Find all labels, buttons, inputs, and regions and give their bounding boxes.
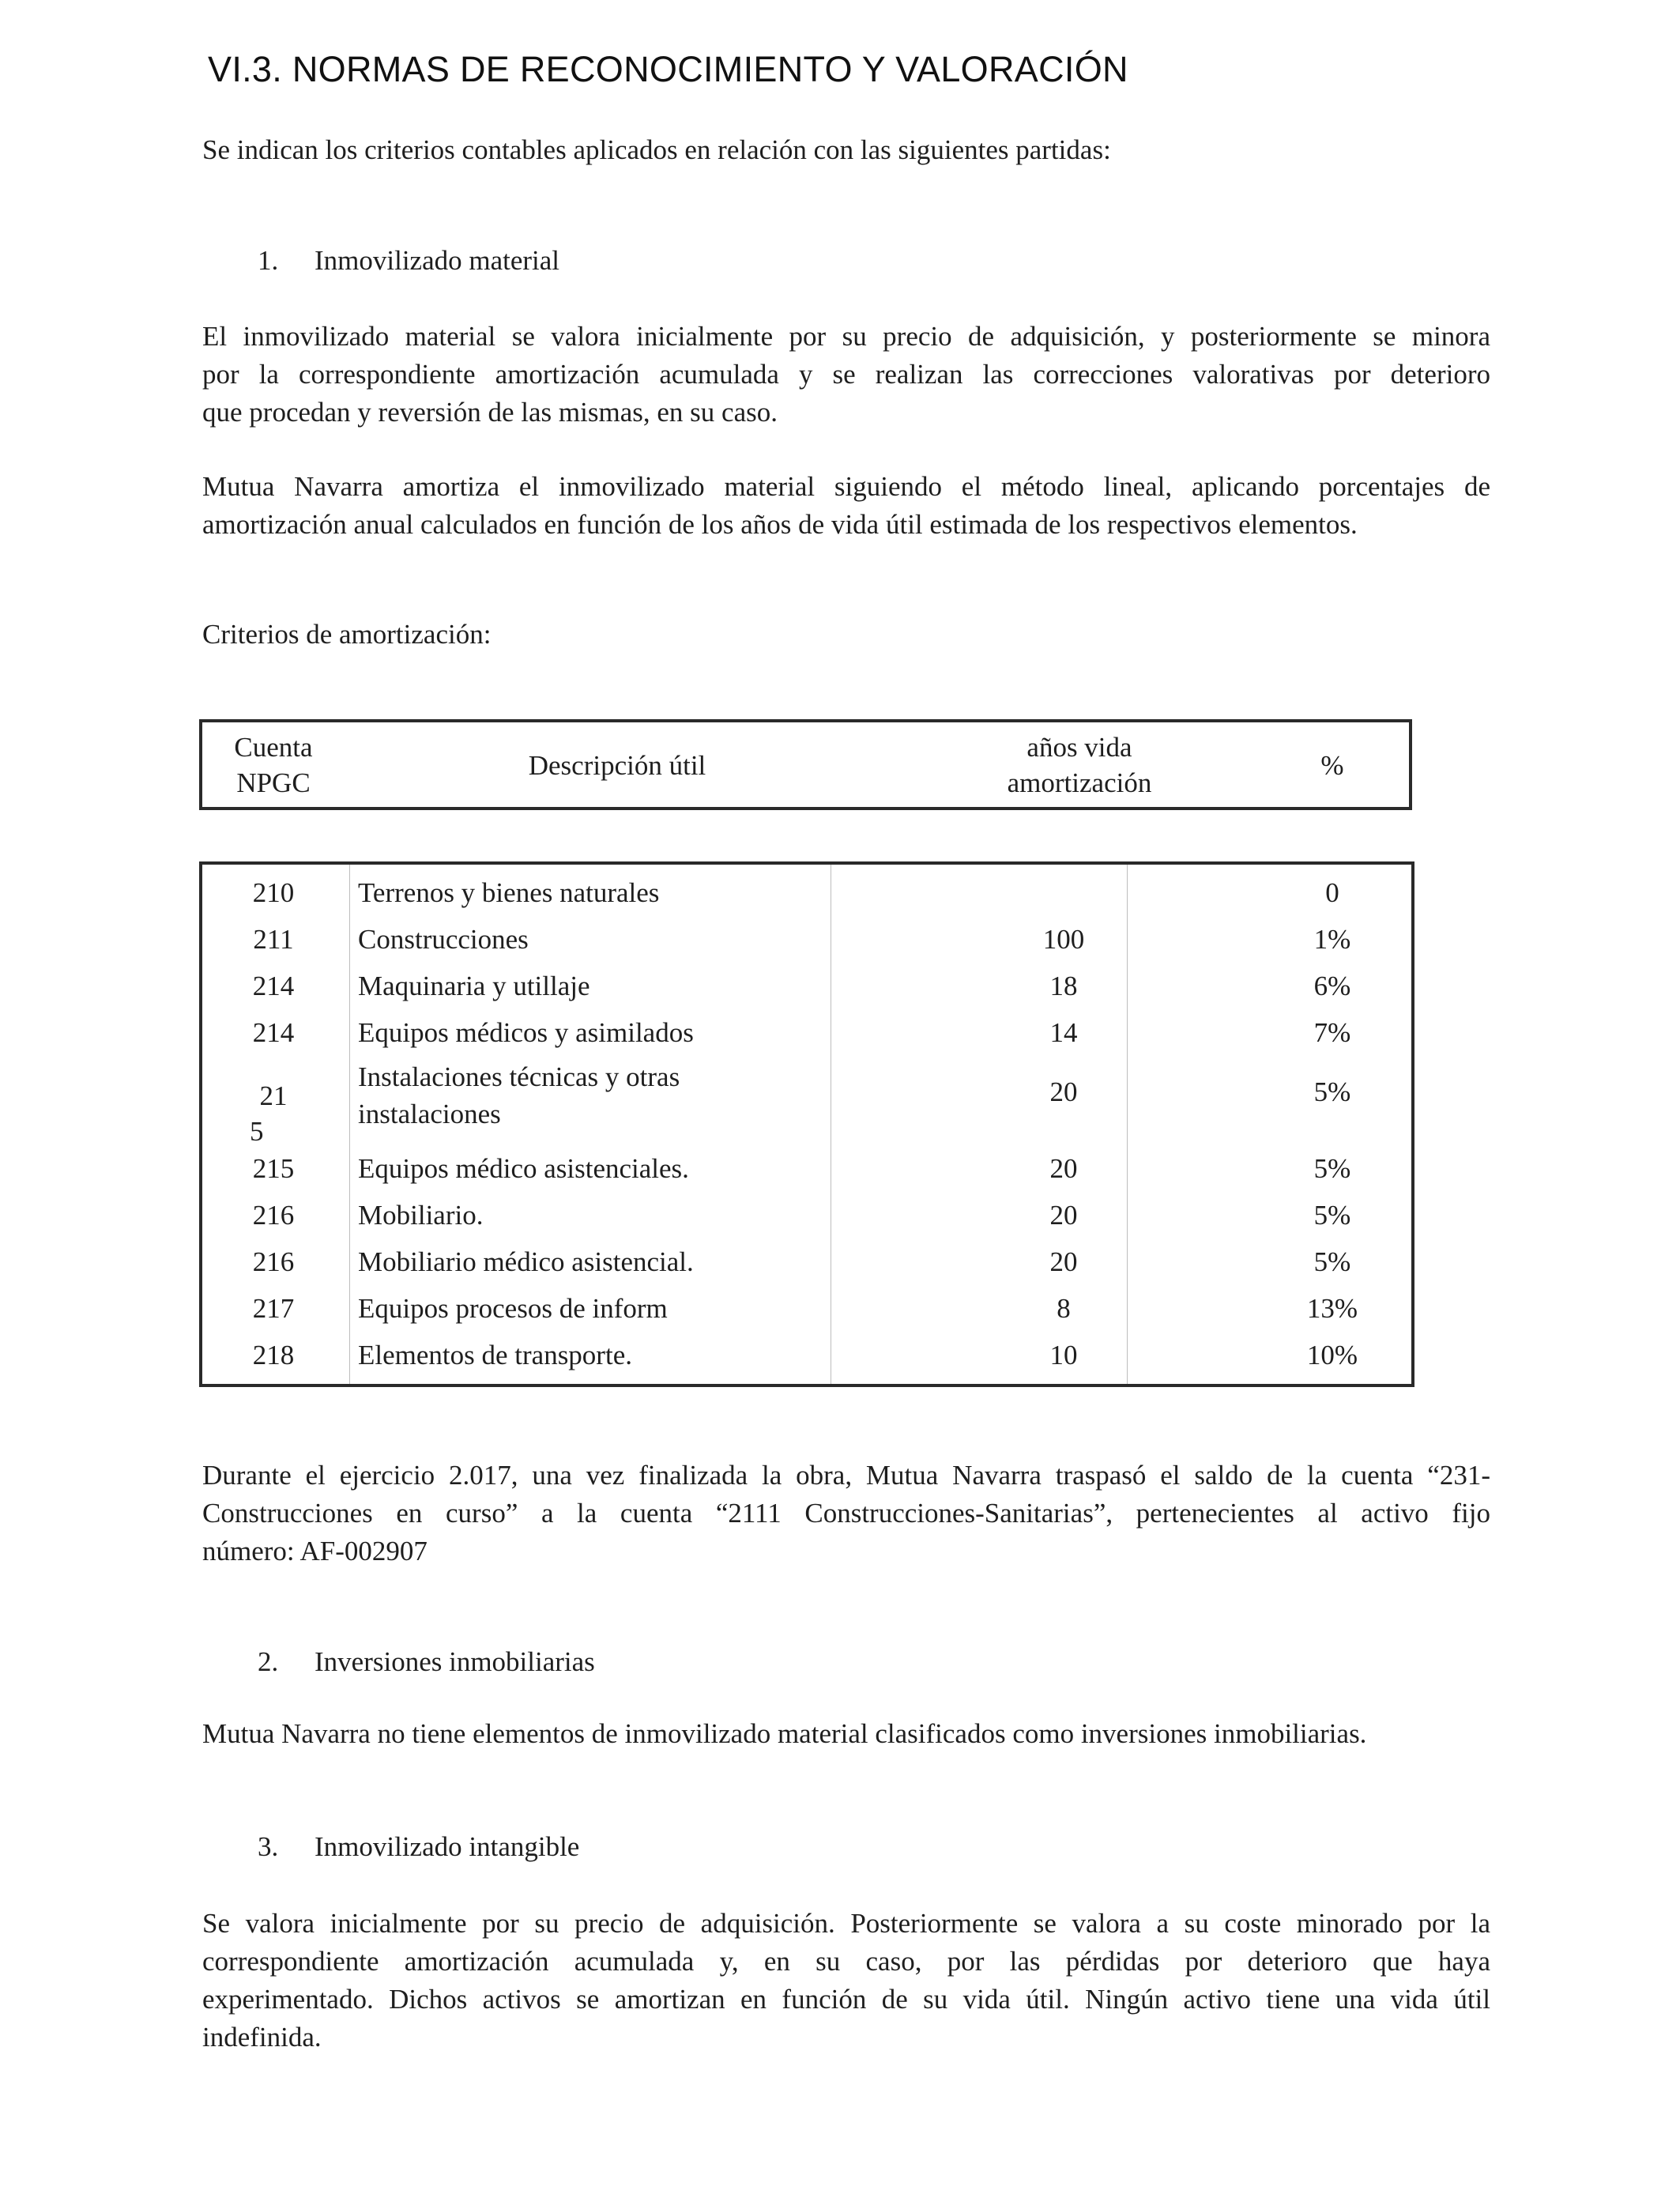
row-percent: 13% xyxy=(1306,1293,1358,1324)
row-years: 20 xyxy=(1049,1246,1078,1277)
row-percent: 6% xyxy=(1313,971,1351,1001)
paragraph-line: amortización anual calculados en función de los años de vida útil estimada de los respectivos elementos. xyxy=(202,509,1358,540)
paragraph-line: que procedan y reversión de las mismas, en su caso. xyxy=(202,397,778,428)
transfer-paragraph xyxy=(202,1457,1490,1570)
paragraph-line: Mutua Navarra amortiza el inmovilizado material siguiendo el método lineal, aplicando porcentajes de xyxy=(202,471,1490,502)
header-account xyxy=(202,729,345,801)
page-title: VI.3. NORMAS DE RECONOCIMIENTO Y VALORACIÓN xyxy=(208,49,1128,89)
paragraph-line: número: AF-002907 xyxy=(202,1536,428,1566)
header-years-line1: años vida xyxy=(1026,732,1132,763)
header-years-line2: amortización xyxy=(1007,767,1152,798)
row-percent: 5% xyxy=(1313,1246,1351,1277)
row-percent: 5% xyxy=(1313,1200,1351,1231)
section-1-paragraph-1 xyxy=(202,318,1490,432)
intro-text: Se indican los criterios contables aplicados en relación con las siguientes partidas: xyxy=(202,134,1111,165)
row-percent: 5% xyxy=(1313,1076,1351,1107)
row-percent: 1% xyxy=(1313,924,1351,955)
depreciation-table xyxy=(199,861,1414,1387)
table-header xyxy=(199,719,1412,810)
row-account xyxy=(202,1078,345,1149)
row-percent: 0 xyxy=(1325,877,1339,908)
row-account: 218 xyxy=(252,1340,295,1370)
header-years xyxy=(993,729,1166,801)
row-account: 214 xyxy=(252,1017,295,1048)
header-account-line2: NPGC xyxy=(236,767,311,798)
paragraph-line: por la correspondiente amortización acumulada y se realizan las correcciones valorativas por deterioro xyxy=(202,359,1490,390)
row-years: 10 xyxy=(1049,1340,1078,1370)
row-years: 8 xyxy=(1057,1293,1071,1324)
paragraph-line: Durante el ejercicio 2.017, una vez finalizada la obra, Mutua Navarra traspasó el saldo de la cuenta “231- xyxy=(202,1460,1490,1491)
row-description: Maquinaria y utillaje xyxy=(358,971,590,1001)
row-percent: 10% xyxy=(1306,1340,1358,1370)
paragraph-line: Construcciones en curso” a la cuenta “2111 Construcciones-Sanitarias”, pertenecientes al activo fijo xyxy=(202,1498,1490,1529)
section-number: 2. xyxy=(258,1646,279,1677)
row-years: 18 xyxy=(1049,971,1078,1001)
row-account: 210 xyxy=(252,877,295,908)
row-description xyxy=(358,1058,680,1133)
section-title: Inmovilizado intangible xyxy=(315,1831,580,1862)
row-description-line2: instalaciones xyxy=(358,1099,501,1129)
row-years: 14 xyxy=(1049,1017,1078,1048)
row-account: 211 xyxy=(253,924,294,955)
row-description: Equipos procesos de inform xyxy=(358,1293,668,1324)
row-description: Equipos médicos y asimilados xyxy=(358,1017,694,1048)
row-account: 216 xyxy=(252,1200,295,1231)
header-account-line1: Cuenta xyxy=(234,732,313,763)
paragraph-line: experimentado. Dichos activos se amortizan en función de su vida útil. Ningún activo tiene una vida útil xyxy=(202,1984,1490,2015)
row-years: 100 xyxy=(1042,924,1085,955)
section-1-paragraph-2 xyxy=(202,468,1490,544)
section-title: Inmovilizado material xyxy=(315,245,560,276)
row-account: 216 xyxy=(252,1246,295,1277)
section-2-text: Mutua Navarra no tiene elementos de inmovilizado material clasificados como inversiones inmobiliarias. xyxy=(202,1718,1367,1749)
paragraph-line: Se valora inicialmente por su precio de adquisición. Posteriormente se valora a su coste minorado por la xyxy=(202,1908,1490,1939)
row-description: Equipos médico asistenciales. xyxy=(358,1153,689,1184)
row-years: 20 xyxy=(1049,1153,1078,1184)
row-description: Construcciones xyxy=(358,924,529,955)
row-account-line2: 5 xyxy=(250,1116,264,1147)
paragraph-line: El inmovilizado material se valora inicialmente por su precio de adquisición, y posteriormente se minora xyxy=(202,321,1490,352)
column-divider xyxy=(349,865,350,1384)
paragraph-line: correspondiente amortización acumulada y, en su caso, por las pérdidas por deterioro que haya xyxy=(202,1946,1490,1977)
row-account-line1: 21 xyxy=(259,1080,288,1111)
paragraph-line: indefinida. xyxy=(202,2022,322,2053)
criteria-label: Criterios de amortización: xyxy=(202,619,492,650)
row-years: 20 xyxy=(1049,1076,1078,1107)
section-number: 3. xyxy=(258,1831,279,1862)
row-account: 215 xyxy=(252,1153,295,1184)
row-description: Mobiliario médico asistencial. xyxy=(358,1246,694,1277)
header-percent: % xyxy=(1320,750,1344,781)
row-description: Mobiliario. xyxy=(358,1200,484,1231)
section-3-paragraph xyxy=(202,1905,1490,2056)
row-description: Elementos de transporte. xyxy=(358,1340,632,1370)
row-years: 20 xyxy=(1049,1200,1078,1231)
section-title: Inversiones inmobiliarias xyxy=(315,1646,595,1677)
row-description-line1: Instalaciones técnicas y otras xyxy=(358,1061,680,1092)
row-account: 214 xyxy=(252,971,295,1001)
header-description: Descripción útil xyxy=(528,750,706,781)
row-percent: 5% xyxy=(1313,1153,1351,1184)
section-number: 1. xyxy=(258,245,279,276)
row-percent: 7% xyxy=(1313,1017,1351,1048)
row-account: 217 xyxy=(252,1293,295,1324)
row-description: Terrenos y bienes naturales xyxy=(358,877,660,908)
